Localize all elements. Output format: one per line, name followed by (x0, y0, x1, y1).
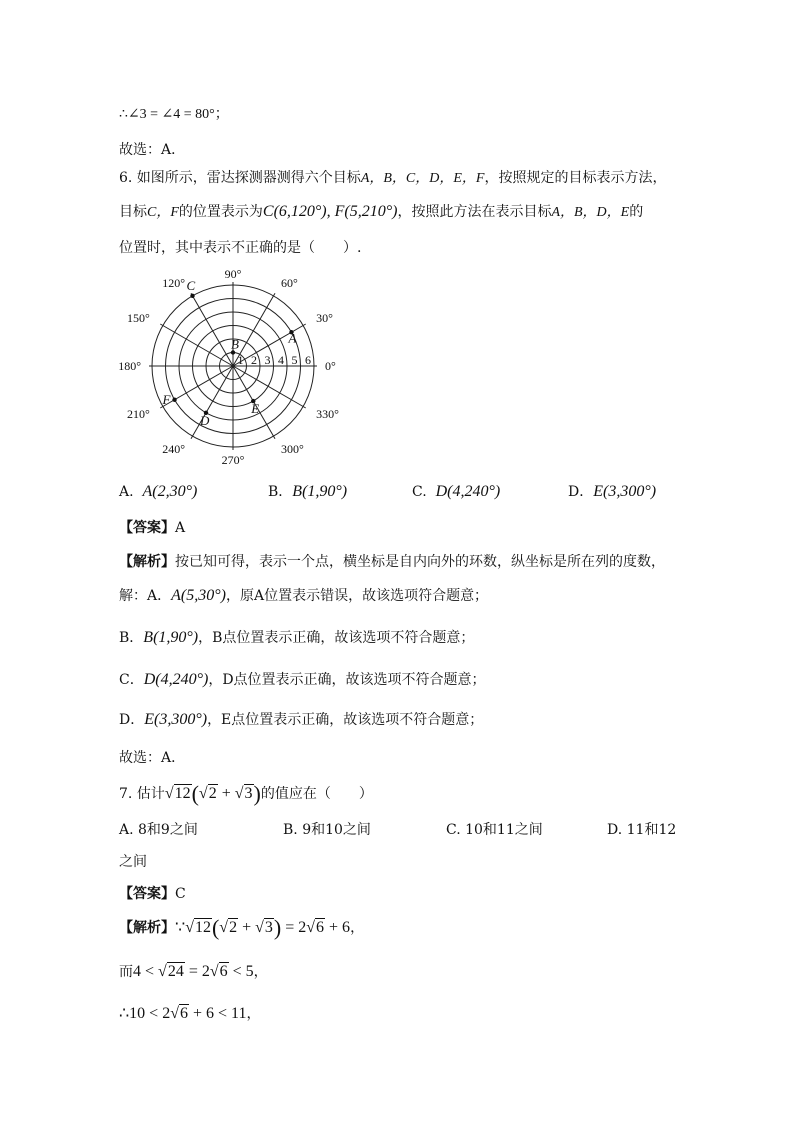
ray-240 (191, 366, 233, 439)
point-label-E: E (251, 401, 260, 417)
q6-solution-d: D．E(3,300°)，E点位置表示正确，故该选项不符合题意； (119, 711, 484, 728)
angle-label-210: 210° (127, 407, 150, 421)
angle-label-0: 0° (325, 359, 336, 373)
ray-120 (191, 293, 233, 366)
q7-option-b: B. 9和10之间 (283, 822, 371, 838)
angle-label-120: 120° (162, 275, 185, 290)
q6-solution-a: 解：A．A(5,30°)，原A位置表示错误，故该选项符合题意； (119, 587, 489, 604)
angle-label-60: 60° (281, 275, 298, 290)
q7-option-a: A. 8和9之间 (119, 822, 198, 838)
q6-analysis: 【解析】按已知可得，表示一个点，横坐标是自内向外的环数，纵坐标是所在列的度数， (119, 554, 665, 570)
q6-solution-b: B．B(1,90°)，B点位置表示正确，故该选项不符合题意； (119, 629, 475, 646)
ring-label-1: 1 (237, 353, 244, 367)
point-label-C: C (186, 277, 196, 293)
angle-label-90: 90° (224, 268, 242, 281)
q6-option-a: A. A(2,30°) (119, 483, 198, 500)
ray-330 (233, 366, 306, 408)
point-F (172, 398, 176, 402)
q7-analysis-step3: ∴10 < 2√6 + 6 < 11， (119, 1005, 261, 1022)
q6-stem-line1: 6. 如图所示，雷达探测器测得六个目标A，B，C，D，E，F，按照规定的目标表示方法， (119, 170, 667, 186)
q7-option-d: D. 11和12 (607, 822, 677, 838)
point-C (190, 294, 194, 298)
angle-label-150: 150° (127, 311, 150, 325)
point-label-A: A (288, 330, 297, 346)
q6-solution-c: C．D(4,240°)，D点位置表示正确，故该选项不符合题意； (119, 671, 486, 688)
q6-option-d: D．E(3,300°) (568, 483, 657, 500)
q6-final: 故选：A． (119, 750, 186, 766)
q7-answer: 【答案】C (119, 886, 186, 902)
q7-analysis-step2: 而4 < √24 = 2√6 < 5， (119, 963, 268, 980)
q6-answer: 【答案】A (119, 520, 186, 536)
point-label-B: B (231, 336, 239, 352)
ray-150 (160, 324, 233, 366)
ring-label-3: 3 (264, 353, 271, 367)
angle-label-180: 180° (118, 359, 141, 373)
q6-stem-line3: 位置时，其中表示不正确的是（ ）. (119, 240, 362, 256)
angle-label-270: 270° (221, 453, 245, 467)
q7-stem: 7. 估计√12(√2 + √3)的值应在（ ） (119, 781, 373, 806)
angle-labels (118, 268, 339, 467)
ring-label-4: 4 (278, 353, 284, 367)
angle-label-30: 30° (316, 311, 333, 325)
ring-label-6: 6 (305, 353, 311, 367)
prev-choice: 故选：A． (119, 142, 186, 158)
q6-stem-line2: 目标C，F的位置表示为C(6,120°), F(5,210°)，按照此方法在表示目标A，B，D，E的 (119, 203, 644, 220)
prev-conclusion: ∴∠3 = ∠4 = 80°； (119, 107, 229, 122)
q7-option-c: C. 10和11之间 (446, 822, 543, 838)
angle-label-240: 240° (162, 442, 185, 457)
point-label-D: D (200, 412, 210, 428)
q7-analysis-step1: 【解析】∵√12(√2 + √3) = 2√6 + 6， (119, 915, 365, 940)
angle-label-300: 300° (281, 442, 304, 457)
ray-210 (160, 366, 233, 408)
angle-label-330: 330° (316, 407, 339, 421)
polar-diagram (118, 268, 348, 468)
q6-option-c: C. D(4,240°) (412, 483, 501, 500)
point-label-F: F (162, 391, 171, 407)
ring-label-5: 5 (291, 353, 298, 367)
ring-label-2: 2 (251, 353, 257, 367)
q7-option-d-cont: 之间 (119, 854, 147, 870)
q6-option-b: B．B(1,90°) (268, 483, 348, 500)
